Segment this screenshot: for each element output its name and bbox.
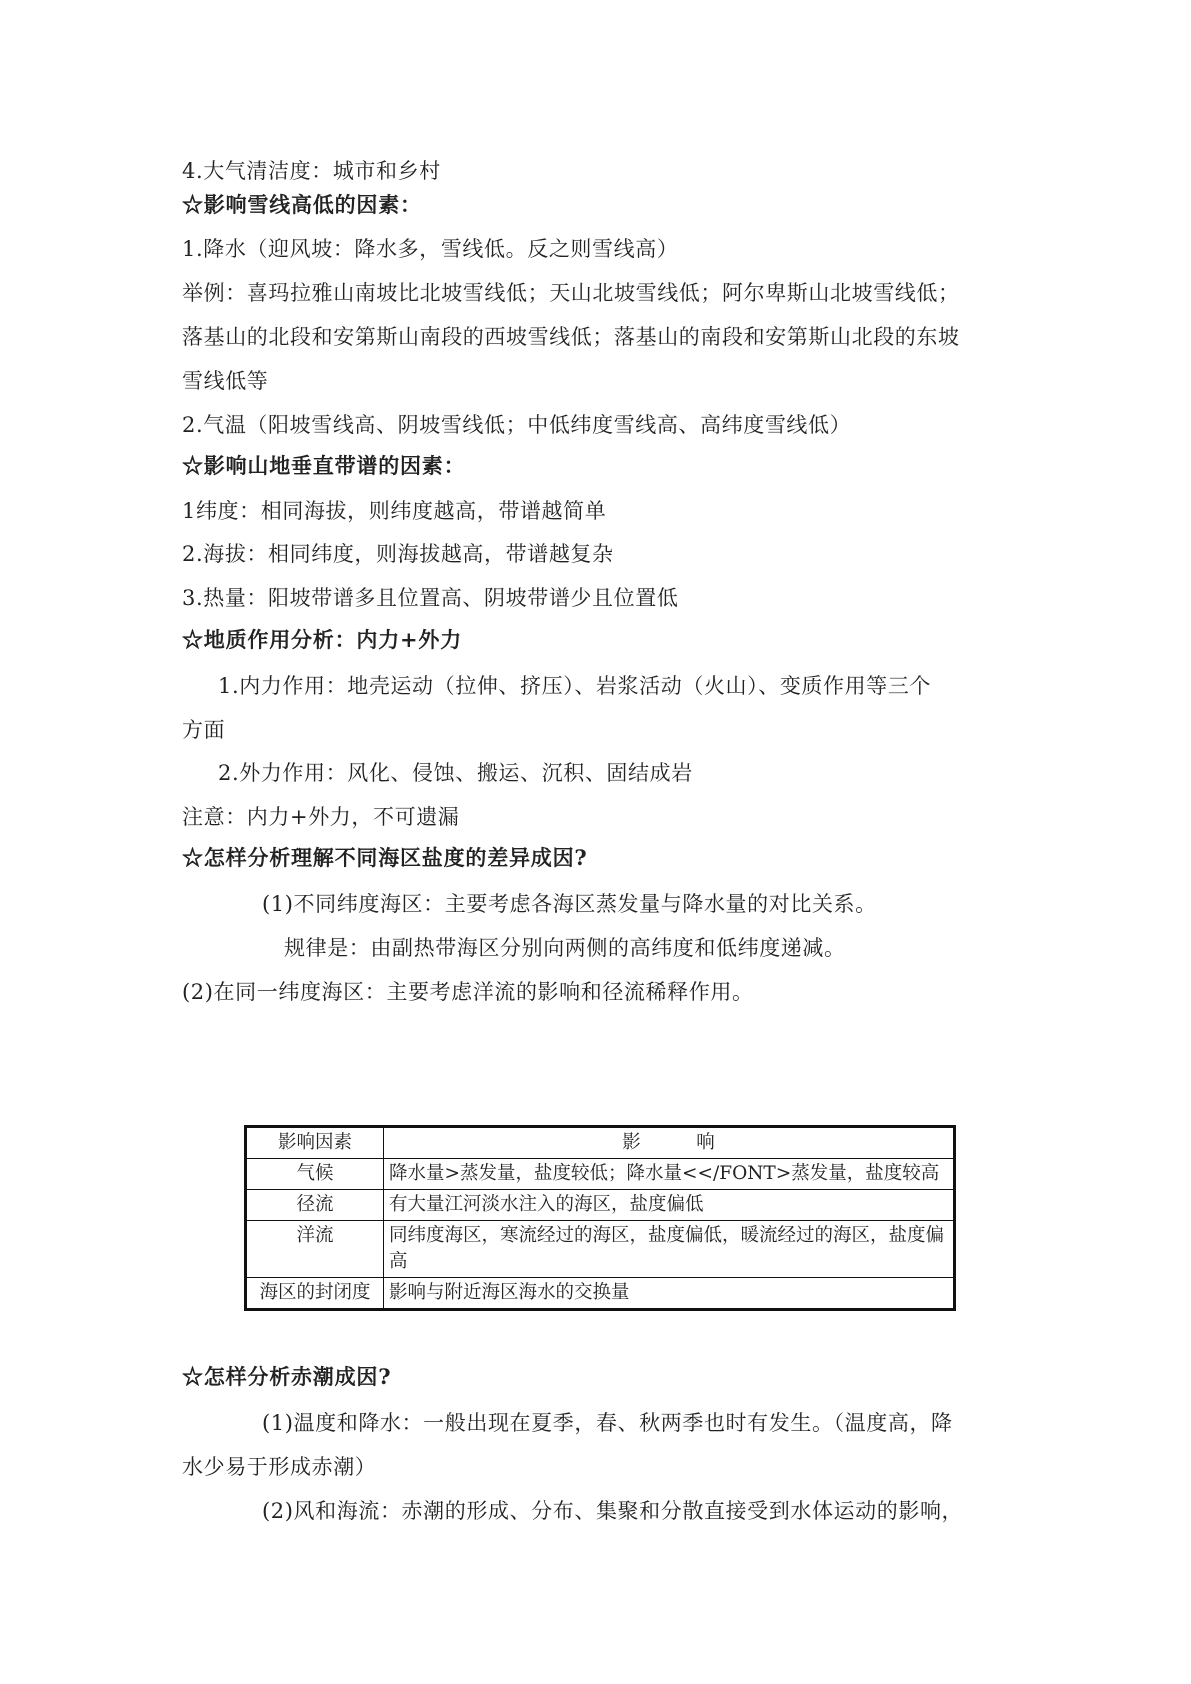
text-line: (1)温度和降水：一般出现在夏季，春、秋两季也时有发生。（温度高，降 xyxy=(262,1411,953,1435)
section-heading-vertical-zones: ☆影响山地垂直带谱的因素： xyxy=(182,453,466,478)
text-line: 规律是：由副热带海区分别向两侧的高纬度和低纬度递减。 xyxy=(284,936,846,960)
table-cell-effect: 影响与附近海区海水的交换量 xyxy=(384,1278,955,1310)
text-line: 落基山的北段和安第斯山南段的西坡雪线低；落基山的南段和安第斯山北段的东坡 xyxy=(182,325,960,349)
text-line: 水少易于形成赤潮） xyxy=(182,1455,377,1479)
table-cell-factor: 洋流 xyxy=(246,1221,384,1278)
section-heading-snowline: ☆影响雪线高低的因素： xyxy=(182,192,422,217)
table-row xyxy=(246,1221,955,1278)
text-line: 1.降水（迎风坡：降水多，雪线低。反之则雪线高） xyxy=(182,237,679,261)
text-line: 方面 xyxy=(182,718,226,742)
text-line: 注意：内力+外力，不可遗漏 xyxy=(182,805,460,829)
text-line: 4.大气清洁度：城市和乡村 xyxy=(182,159,441,183)
table-cell-factor: 径流 xyxy=(246,1190,384,1221)
table-cell-effect: 有大量江河淡水注入的海区，盐度偏低 xyxy=(384,1190,955,1221)
section-heading-salinity: ☆怎样分析理解不同海区盐度的差异成因? xyxy=(182,845,588,870)
text-line: 1纬度：相同海拔，则纬度越高，带谱越简单 xyxy=(182,499,607,523)
text-line: (2)风和海流：赤潮的形成、分布、集聚和分散直接受到水体运动的影响， xyxy=(262,1499,964,1523)
table-header-cell: 影响因素 xyxy=(246,1127,384,1159)
text-line: (1)不同纬度海区：主要考虑各海区蒸发量与降水量的对比关系。 xyxy=(262,892,877,916)
text-line: 1.内力作用：地壳运动（拉伸、挤压）、岩浆活动（火山）、变质作用等三个 xyxy=(218,674,932,698)
salinity-factor-table xyxy=(244,1125,956,1311)
text-line: 2.气温（阳坡雪线高、阴坡雪线低；中低纬度雪线高、高纬度雪线低） xyxy=(182,413,852,437)
section-heading-geology: ☆地质作用分析：内力+外力 xyxy=(182,627,462,652)
text-line: 举例：喜玛拉雅山南坡比北坡雪线低；天山北坡雪线低；阿尔卑斯山北坡雪线低； xyxy=(182,281,960,305)
text-line: 2.海拔：相同纬度，则海拔越高，带谱越复杂 xyxy=(182,542,614,566)
table-row xyxy=(246,1278,955,1310)
table-row xyxy=(246,1159,955,1190)
table-row xyxy=(246,1190,955,1221)
table-cell-effect: 降水量>蒸发量，盐度较低；降水量<</FONT>蒸发量，盐度较高 xyxy=(384,1159,955,1190)
text-line: (2)在同一纬度海区：主要考虑洋流的影响和径流稀释作用。 xyxy=(182,980,754,1004)
table-header-cell: 影 响 xyxy=(384,1127,955,1159)
text-line: 雪线低等 xyxy=(182,369,269,393)
text-line: 3.热量：阳坡带谱多且位置高、阴坡带谱少且位置低 xyxy=(182,586,679,610)
table-cell-factor: 气候 xyxy=(246,1159,384,1190)
table-cell-factor: 海区的封闭度 xyxy=(246,1278,384,1310)
table-header-row xyxy=(246,1127,955,1159)
section-heading-red-tide: ☆怎样分析赤潮成因? xyxy=(182,1364,392,1389)
table-cell-effect: 同纬度海区，寒流经过的海区，盐度偏低，暖流经过的海区，盐度偏高 xyxy=(384,1221,955,1278)
text-line: 2.外力作用：风化、侵蚀、搬运、沉积、固结成岩 xyxy=(218,761,693,785)
